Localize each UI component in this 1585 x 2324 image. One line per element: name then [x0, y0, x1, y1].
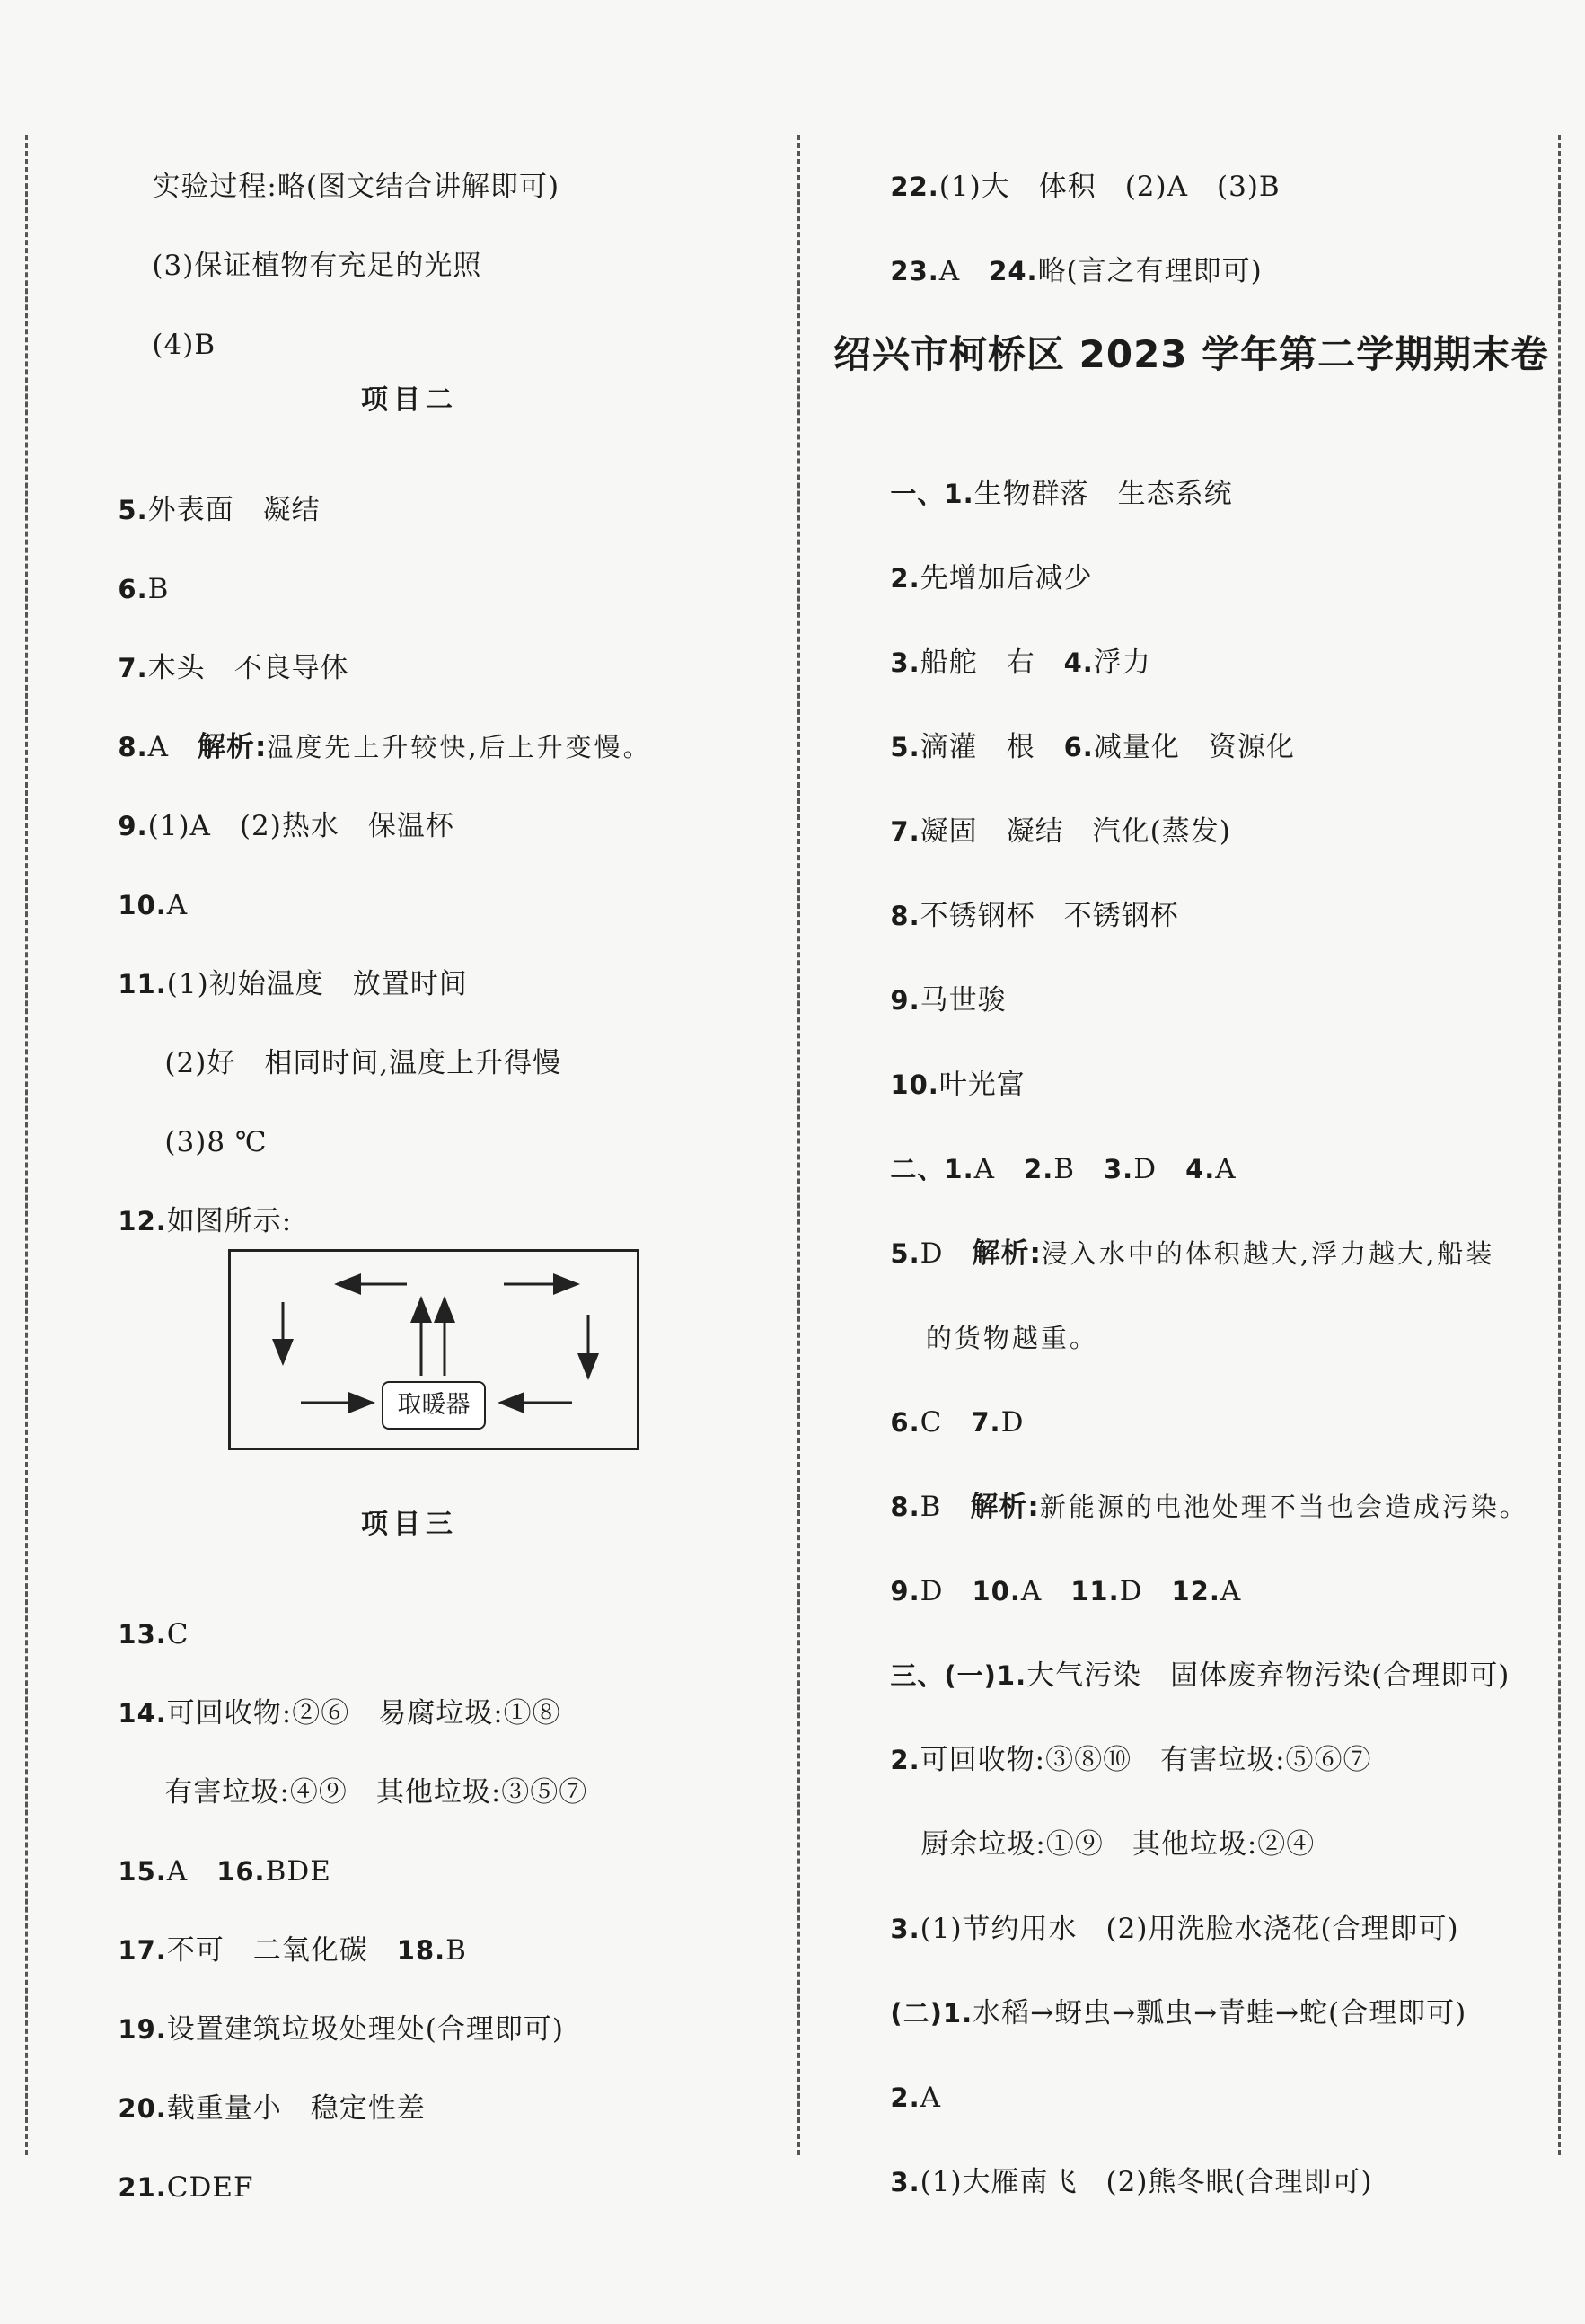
- answer-line: 5.D 解析:浸入水中的体积越大,浮力越大,船装: [890, 1237, 1495, 1270]
- answer-line: 5.外表面 凝结: [118, 494, 321, 526]
- answer-line: 7.木头 不良导体: [118, 652, 349, 684]
- answer-line: 6.C 7.D: [890, 1406, 1025, 1439]
- answer-line: 22.(1)大 体积 (2)A (3)B: [890, 171, 1281, 203]
- answer-line: 10.A: [118, 889, 189, 921]
- answer-line: 10.叶光富: [890, 1069, 1026, 1101]
- answer-line: 一、1.生物群落 生态系统: [890, 478, 1233, 510]
- answer-line: 8.A 解析:温度先上升较快,后上升变慢。: [118, 731, 652, 763]
- answer-line: 21.CDEF: [118, 2171, 254, 2204]
- answer-line: 3.(1)大雁南飞 (2)熊冬眠(合理即可): [890, 2166, 1373, 2198]
- answer-line: (3)8 ℃: [164, 1126, 268, 1158]
- answer-line: 19.设置建筑垃圾处理处(合理即可): [118, 2013, 564, 2046]
- answer-line: 5.滴灌 根 6.减量化 资源化: [890, 731, 1295, 763]
- answer-line: 8.不锈钢杯 不锈钢杯: [890, 900, 1179, 932]
- answer-line: 20.载重量小 稳定性差: [118, 2092, 426, 2125]
- answer-line: (3)保证植物有充足的光照: [152, 250, 482, 282]
- answer-line: 有害垃圾:④⑨ 其他垃圾:③⑤⑦: [164, 1776, 588, 1809]
- answer-line: 二、1.A 2.B 3.D 4.A: [890, 1153, 1237, 1185]
- answer-line: 14.可回收物:②⑥ 易腐垃圾:①⑧: [118, 1697, 561, 1730]
- answer-line: 13.C: [118, 1618, 189, 1651]
- answer-line: 2.先增加后减少: [890, 562, 1093, 594]
- answer-line: 12.如图所示:: [118, 1205, 293, 1237]
- answer-line: 8.B 解析:新能源的电池处理不当也会造成污染。: [890, 1491, 1528, 1523]
- answer-line: 的货物越重。: [925, 1323, 1098, 1353]
- section-heading-project-2: 项目二: [361, 384, 458, 416]
- exam-title: 绍兴市柯桥区 2023 学年第二学期期末卷: [833, 332, 1550, 376]
- answer-line: (4)B: [152, 329, 216, 361]
- answer-line: 9.D 10.A 11.D 12.A: [890, 1575, 1242, 1607]
- answer-line: 7.凝固 凝结 汽化(蒸发): [890, 815, 1231, 848]
- answer-line: 3.船舵 右 4.浮力: [890, 647, 1151, 679]
- page-edge-line-left: [25, 135, 28, 2155]
- answer-line: 23.A 24.略(言之有理即可): [890, 255, 1263, 287]
- answer-line: (2)好 相同时间,温度上升得慢: [164, 1047, 562, 1079]
- column-divider: [797, 135, 800, 2155]
- answer-line: 2.可回收物:③⑧⑩ 有害垃圾:⑤⑥⑦: [890, 1744, 1372, 1776]
- answer-line: 2.A: [890, 2082, 942, 2114]
- page-edge-line-right: [1558, 135, 1561, 2155]
- answer-line: 17.不可 二氧化碳 18.B: [118, 1934, 467, 1967]
- answer-line: 3.(1)节约用水 (2)用洗脸水浇花(合理即可): [890, 1913, 1459, 1945]
- answer-line: 11.(1)初始温度 放置时间: [118, 968, 468, 1000]
- answer-line: (二)1.水稻→蚜虫→瓢虫→青蛙→蛇(合理即可): [890, 1997, 1467, 2029]
- heater-circulation-diagram: [228, 1249, 639, 1450]
- answer-line: 9.马世骏: [890, 984, 1007, 1017]
- answer-line: 6.B: [118, 573, 170, 605]
- section-heading-project-3: 项目三: [361, 1509, 458, 1540]
- answer-line: 实验过程:略(图文结合讲解即可): [152, 171, 560, 203]
- answer-line: 三、(一)1.大气污染 固体废弃物污染(合理即可): [890, 1659, 1510, 1692]
- answer-line: 15.A 16.BDE: [118, 1855, 331, 1888]
- answer-line: 厨余垃圾:①⑨ 其他垃圾:②④: [920, 1828, 1316, 1861]
- answer-line: 9.(1)A (2)热水 保温杯: [118, 810, 454, 842]
- heater-label: 取暖器: [382, 1381, 486, 1430]
